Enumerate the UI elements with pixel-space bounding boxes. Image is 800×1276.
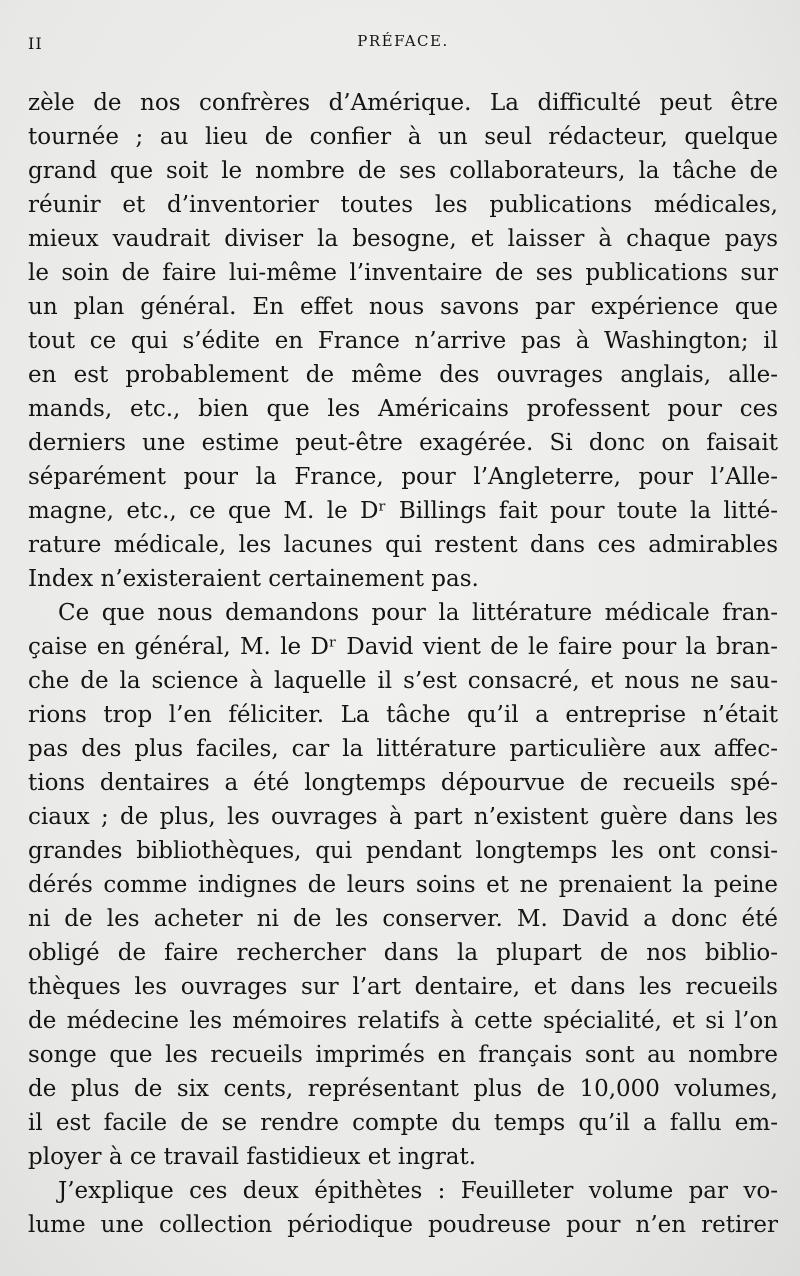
text-line: ployer à ce travail fastidieux et ingrat. bbox=[28, 1144, 477, 1170]
text-line: ni de les acheter ni de les conserver. M. David a donc été bbox=[28, 906, 778, 932]
text-line: che de la science à laquelle il s’est consacré, et nous ne sau- bbox=[28, 668, 778, 694]
text-line: tournée ; au lieu de confier à un seul rédacteur, quelque bbox=[28, 124, 778, 150]
text-line: obligé de faire rechercher dans la plupart de nos biblio- bbox=[28, 940, 778, 966]
text-line: pas des plus faciles, car la littérature particulière aux affec- bbox=[28, 736, 778, 762]
text-line: ciaux ; de plus, les ouvrages à part n’existent guère dans les bbox=[28, 804, 778, 830]
text-line: grandes bibliothèques, qui pendant longtemps les ont consi- bbox=[28, 838, 778, 864]
text-line: mands, etc., bien que les Américains professent pour ces bbox=[28, 396, 778, 422]
text-line: il est facile de se rendre compte du temps qu’il a fallu em- bbox=[28, 1110, 778, 1136]
text-line: songe que les recueils imprimés en français sont au nombre bbox=[28, 1042, 778, 1068]
text-line: de médecine les mémoires relatifs à cette spécialité, et si l’on bbox=[28, 1008, 778, 1034]
text-line: un plan général. En effet nous savons par expérience que bbox=[28, 294, 778, 320]
text-line: derniers une estime peut-être exagérée. Si donc on faisait bbox=[28, 430, 778, 456]
text-line: grand que soit le nombre de ses collaborateurs, la tâche de bbox=[28, 158, 778, 184]
text-line: magne, etc., ce que M. le Dʳ Billings fait pour toute la litté- bbox=[28, 498, 778, 524]
text-line: Index n’existeraient certainement pas. bbox=[28, 566, 479, 592]
text-line: de plus de six cents, représentant plus de 10,000 volumes, bbox=[28, 1076, 778, 1102]
text-line: rature médicale, les lacunes qui restent dans ces admirables bbox=[28, 532, 778, 558]
text-line: lume une collection périodique poudreuse pour n’en retirer bbox=[28, 1212, 778, 1238]
text-line: thèques les ouvrages sur l’art dentaire, et dans les recueils bbox=[28, 974, 778, 1000]
text-line: zèle de nos confrères d’Amérique. La difficulté peut être bbox=[28, 90, 778, 116]
text-line: tout ce qui s’édite en France n’arrive pas à Washington; il bbox=[28, 328, 778, 354]
page-number: II bbox=[28, 34, 43, 53]
page-header bbox=[28, 0, 778, 86]
text-line: le soin de faire lui-même l’inventaire de ses publications sur bbox=[28, 260, 778, 286]
text-line: çaise en général, M. le Dʳ David vient de le faire pour la bran- bbox=[28, 634, 778, 660]
paragraph-start-line: Ce que nous demandons pour la littérature médicale fran- bbox=[58, 600, 778, 626]
text-line: séparément pour la France, pour l’Angleterre, pour l’Alle- bbox=[28, 464, 778, 490]
text-line: dérés comme indignes de leurs soins et ne prenaient la peine bbox=[28, 872, 778, 898]
text-line: réunir et d’inventorier toutes les publications médicales, bbox=[28, 192, 778, 218]
paragraph-start-line: J’explique ces deux épithètes : Feuilleter volume par vo- bbox=[58, 1178, 778, 1204]
text-line: mieux vaudrait diviser la besogne, et laisser à chaque pays bbox=[28, 226, 778, 252]
text-line: rions trop l’en féliciter. La tâche qu’il a entreprise n’était bbox=[28, 702, 778, 728]
preface-text bbox=[28, 86, 778, 1242]
running-title: PRÉFACE. bbox=[357, 32, 449, 50]
text-line: tions dentaires a été longtemps dépourvue de recueils spé- bbox=[28, 770, 778, 796]
text-line: en est probablement de même des ouvrages anglais, alle- bbox=[28, 362, 778, 388]
